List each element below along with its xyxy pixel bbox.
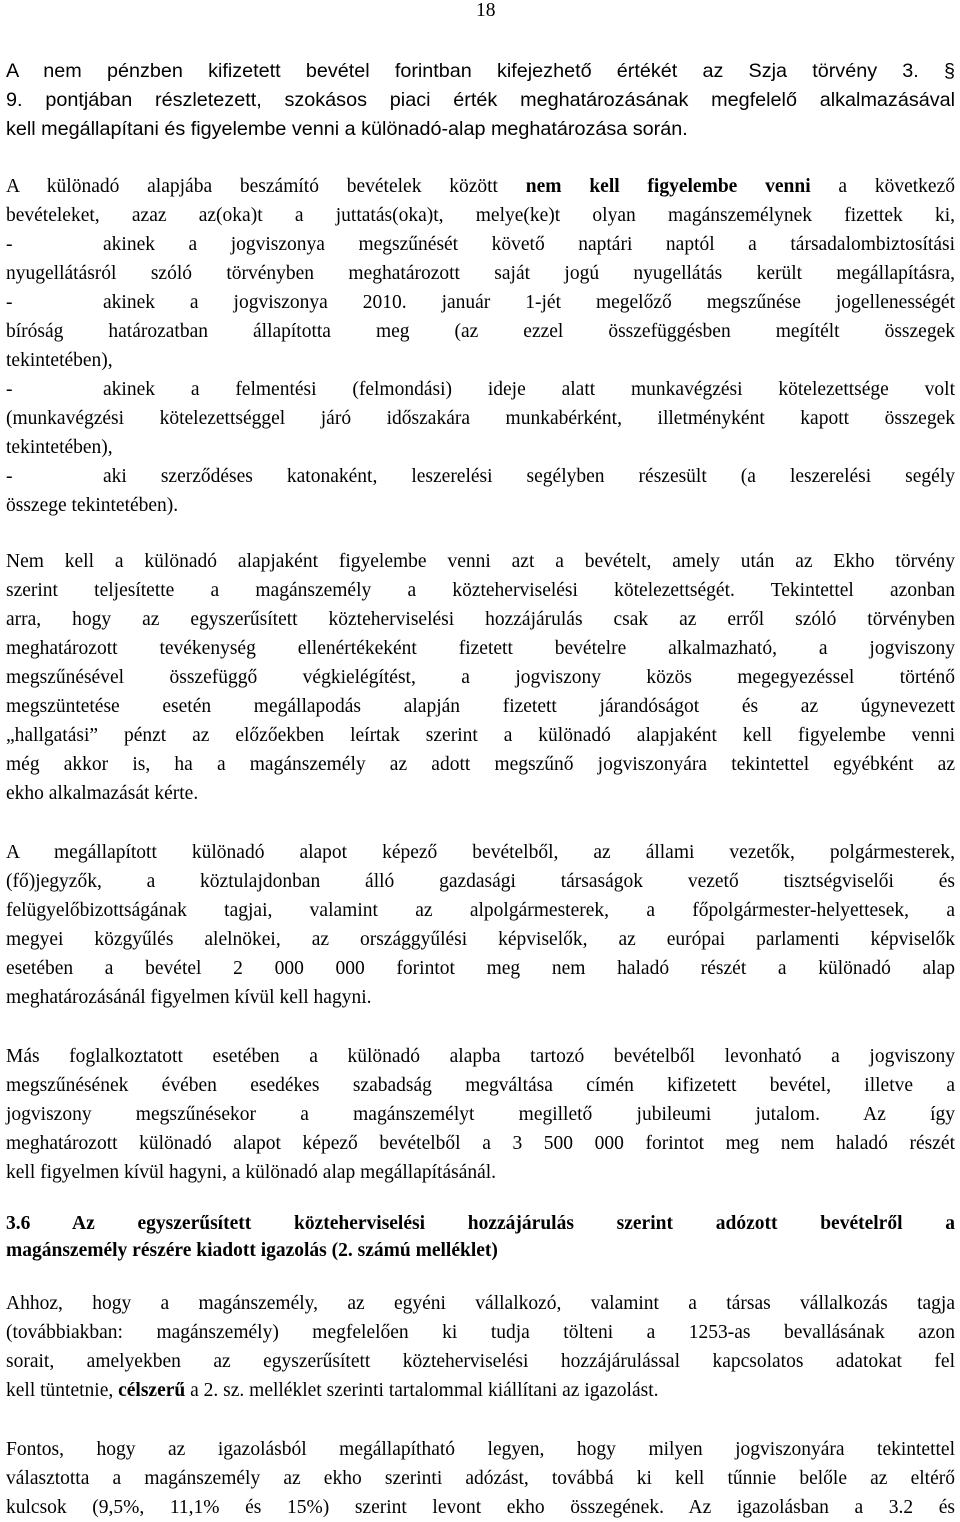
text-line: (továbbiakban: magánszemély) megfelelően ki tudja tölteni a 1253-as bevallásának azon bbox=[6, 1322, 955, 1343]
text-line: kell figyelmen kívül hagyni, a különadó alap megállapításánál. bbox=[6, 1162, 497, 1183]
text-line: Fontos, hogy az igazolásból megállapítható legyen, hogy milyen jogviszonyára tekintettel bbox=[6, 1439, 955, 1460]
text-line: megszüntetése esetén megállapodás alapján fizetett járandóságot és az úgynevezett bbox=[6, 696, 955, 717]
text-line: A nem pénzben kifizetett bevétel forintban kifejezhető értékét az Szja törvény 3. § bbox=[6, 60, 955, 82]
text-line: „hallgatási” pénzt az előzőekben leírtak szerint a különadó alapjaként kell figyelembe venni bbox=[6, 725, 955, 746]
text-line: meghatározott különadó alapot képező bevételből a 3 500 000 forintot meg nem haladó részét bbox=[6, 1133, 955, 1154]
text-line: A megállapított különadó alapot képező bevételből, az állami vezetők, polgármesterek, bbox=[6, 842, 955, 863]
paragraph-officials bbox=[6, 838, 955, 1012]
text-line: kell megállapítani és figyelembe venni a különadó-alap meghatározása során. bbox=[6, 118, 688, 140]
text-line: Nem kell a különadó alapjaként figyelembe venni azt a bevételt, amely után az Ekho törvény bbox=[6, 551, 955, 572]
text-line: Más foglalkoztatott esetében a különadó alapba tartozó bevételből levonható a jogviszony bbox=[6, 1046, 955, 1067]
bullet-dash: - bbox=[6, 466, 13, 487]
section-heading bbox=[6, 1210, 955, 1264]
paragraph-certificate bbox=[6, 1289, 955, 1405]
text-span: kell tüntetnie, bbox=[6, 1380, 119, 1401]
text-line: ekho alkalmazását kérte. bbox=[6, 783, 199, 804]
list-item bbox=[6, 288, 955, 317]
bullet-dash: - bbox=[6, 379, 13, 400]
emphasis-text: nem kell figyelembe venni bbox=[525, 176, 811, 197]
text-line: nyugellátásról szóló törvényben meghatározott saját jogú nyugellátás került megállapításra, bbox=[6, 263, 955, 284]
text-line: összege tekintetében). bbox=[6, 495, 179, 516]
text-line: megyei közgyűlés alelnökei, az országgyűlési képviselők, az európai parlamenti képviselők bbox=[6, 929, 955, 950]
bullet-dash: - bbox=[6, 234, 13, 255]
text-line: kulcsok (9,5%, 11,1% és 15%) szerint levont ekho összegének. Az igazolásban a 3.2 és bbox=[6, 1497, 955, 1518]
text-line: akinek a jogviszonya megszűnését követő naptári naptól a társadalombiztosítási bbox=[103, 234, 955, 255]
text-line: megszűnésével összefüggő végkielégítést, a jogviszony közös megegyezéssel történő bbox=[6, 667, 955, 688]
text-line bbox=[6, 1376, 955, 1405]
text-line: 9. pontjában részletezett, szokásos piaci érték meghatározásának megfelelő alkalmazásával bbox=[6, 89, 955, 111]
text-line: (fő)jegyzők, a köztulajdonban álló gazdasági társaságok vezető tisztségviselői és bbox=[6, 871, 955, 892]
text-line: aki szerződéses katonaként, leszerelési segélyben részesült (a leszerelési segély bbox=[103, 466, 955, 487]
list-item bbox=[6, 462, 955, 491]
text-line: akinek a felmentési (felmondási) ideje alatt munkavégzési kötelezettsége volt bbox=[103, 379, 955, 400]
heading-line: 3.6 Az egyszerűsített közteherviselési hozzájárulás szerint adózott bevételről a bbox=[6, 1213, 955, 1234]
text-span: a 2. sz. melléklet szerinti tartalommal kiállítani az igazolást. bbox=[185, 1380, 659, 1401]
text-span: A különadó alapjába beszámító bevételek között bbox=[6, 176, 526, 197]
emphasis-text: célszerű bbox=[118, 1380, 186, 1401]
paragraph-exclusions bbox=[6, 172, 955, 520]
paragraph-important bbox=[6, 1435, 955, 1522]
text-line: meghatározott tevékenység ellenértékeként fizetett bevételre alkalmazható, a jogviszony bbox=[6, 638, 955, 659]
text-line: választotta a magánszemély az ekho szerinti adózást, továbbá ki kell tűnnie belőle az eltérő bbox=[6, 1468, 955, 1489]
text-line bbox=[6, 172, 955, 201]
text-line: Ahhoz, hogy a magánszemély, az egyéni vállalkozó, valamint a társas vállalkozás tagja bbox=[6, 1293, 955, 1314]
page-number: 18 bbox=[476, 0, 496, 21]
text-line: tekintetében), bbox=[6, 437, 113, 458]
text-line: szerint teljesítette a magánszemély a közteherviselési kötelezettségét. Tekintettel azonban bbox=[6, 580, 955, 601]
paragraph-non-cash-income bbox=[6, 57, 955, 144]
list-item bbox=[6, 230, 955, 259]
text-line: meghatározásánál figyelmen kívül kell hagyni. bbox=[6, 987, 372, 1008]
paragraph-ekho-exclusion bbox=[6, 547, 955, 808]
text-line: tekintetében), bbox=[6, 350, 113, 371]
paragraph-other-employees bbox=[6, 1042, 955, 1187]
text-line: megszűnésének évében esedékes szabadság megváltása címén kifizetett bevétel, illetve a bbox=[6, 1075, 955, 1096]
heading-line: magánszemély részére kiadott igazolás (2. számú melléklet) bbox=[6, 1240, 498, 1261]
text-line: még akkor is, ha a magánszemély az adott megszűnő jogviszonyára tekintettel egyébként az bbox=[6, 754, 955, 775]
text-line: esetében a bevétel 2 000 000 forintot meg nem haladó részét a különadó alap bbox=[6, 958, 955, 979]
text-span: a következő bbox=[810, 176, 955, 197]
text-line: akinek a jogviszonya 2010. január 1-jét megelőző megszűnése jogellenességét bbox=[103, 292, 955, 313]
text-line: bíróság határozatban állapította meg (az ezzel összefüggésben megítélt összegek bbox=[6, 321, 955, 342]
text-line: bevételeket, azaz az(oka)t a juttatás(oka)t, melye(ke)t olyan magánszemélynek fizettek ki, bbox=[6, 205, 955, 226]
text-line: (munkavégzési kötelezettséggel járó időszakára munkabérként, illetményként kapott összegek bbox=[6, 408, 955, 429]
text-line: sorait, amelyekben az egyszerűsített közteherviselési hozzájárulással kapcsolatos adatokat fel bbox=[6, 1351, 955, 1372]
text-line: jogviszony megszűnésekor a magánszemélyt megillető jubileumi jutalom. Az így bbox=[6, 1104, 955, 1125]
list-item bbox=[6, 375, 955, 404]
text-line: arra, hogy az egyszerűsített közteherviselési hozzájárulás csak az erről szóló törvényben bbox=[6, 609, 955, 630]
bullet-dash: - bbox=[6, 292, 13, 313]
text-line: felügyelőbizottságának tagjai, valamint az alpolgármesterek, a főpolgármester-helyettesek, a bbox=[6, 900, 955, 921]
